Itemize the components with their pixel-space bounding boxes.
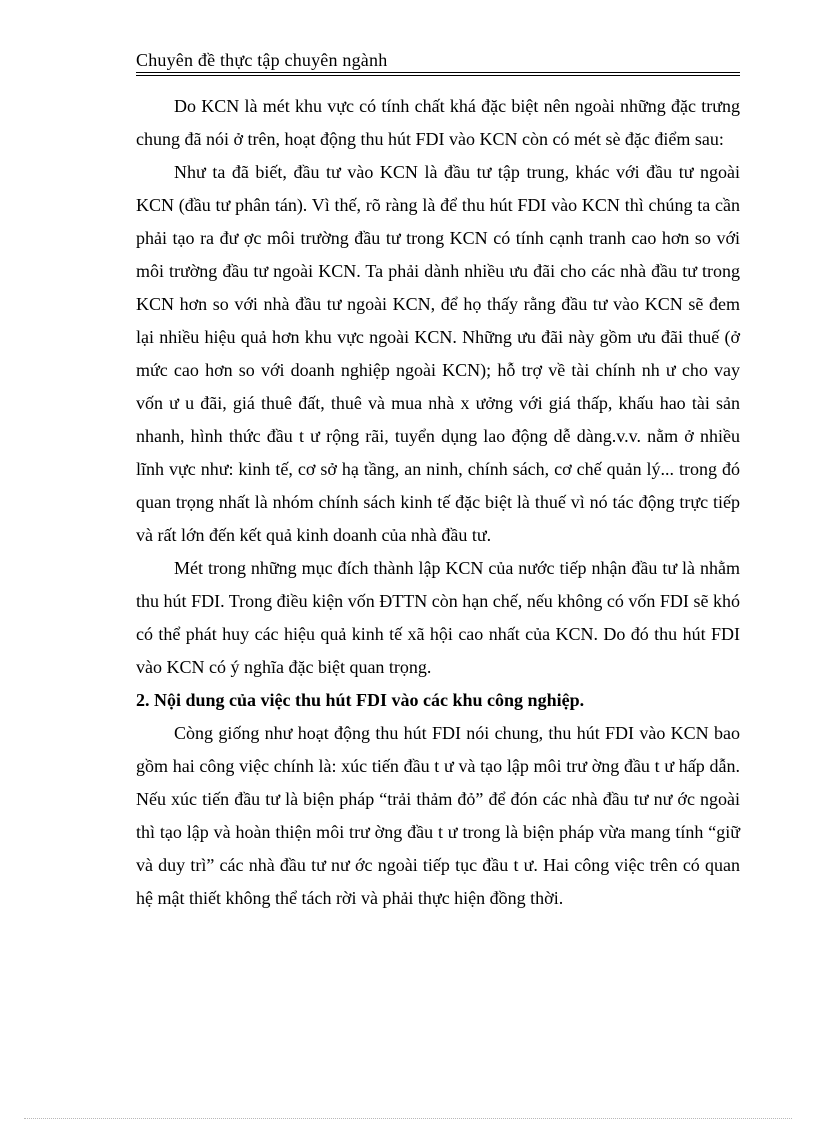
paragraph-intro: Do KCN là mét khu vực có tính chất khá đặc biệt nên ngoài những đặc trưng chung đã nói ở trên, hoạt động thu hút FDI vào KCN còn có mét sè đặc điểm sau: xyxy=(136,96,740,149)
page-header xyxy=(136,50,740,76)
paragraph-kcn-purpose: Mét trong những mục đích thành lập KCN của nước tiếp nhận đầu tư là nhằm thu hút FDI. Trong điều kiện vốn ĐTTN còn hạn chế, nếu không có vốn FDI sẽ khó có thể phát huy các hiệu quả kinh tế xã hội cao nhất của KCN. Do đó thu hút FDI vào KCN có ý nghĩa đặc biệt quan trọng. xyxy=(136,558,740,677)
section-heading: 2. Nội dung của việc thu hút FDI vào các khu công nghiệp. xyxy=(136,690,585,710)
paragraph-investment-incentives: Như ta đã biết, đầu tư vào KCN là đầu tư tập trung, khác với đầu tư ngoài KCN (đầu tư phân tán). Vì thế, rõ ràng là để thu hút FDI vào KCN thì chúng ta cần phải tạo ra đư ợc môi trường đầu tư trong KCN có tính cạnh tranh cao hơn so với môi trường đầu tư ngoài KCN. Ta phải dành nhiều ưu đãi cho các nhà đầu tư trong KCN hơn so với nhà đầu tư ngoài KCN, để họ thấy rằng đầu tư vào KCN sẽ đem lại nhiều hiệu quả hơn khu vực ngoài KCN. Những ưu đãi này gồm ưu đãi thuế (ở mức cao hơn so với doanh nghiệp ngoài KCN); hỗ trợ về tài chính nh ư cho vay vốn ư u đãi, giá thuê đất, thuê và mua nhà x ưởng với giá thấp, khấu hao tài sản nhanh, hình thức đầu t ư rộng rãi, tuyển dụng lao động dễ dàng.v.v. nằm ở nhiều lĩnh vực như: kinh tế, cơ sở hạ tầng, an ninh, chính sách, cơ chế quản lý... trong đó quan trọng nhất là nhóm chính sách kinh tế đặc biệt là thuế vì nó tác động trực tiếp và rất lớn đến kết quả kinh doanh của nhà đầu tư. xyxy=(136,162,740,545)
document-body xyxy=(136,90,740,915)
paragraph-section-content: Còng giống như hoạt động thu hút FDI nói chung, thu hút FDI vào KCN bao gồm hai công việc chính là: xúc tiến đầu t ư và tạo lập môi trư ờng đầu t ư hấp dẫn. Nếu xúc tiến đầu tư là biện pháp “trải thảm đỏ” để đón các nhà đầu tư nư ớc ngoài thì tạo lập và hoàn thiện môi trư ờng đầu t ư trong là biện pháp vừa mang tính “giữ và duy trì” các nhà đầu tư nư ớc ngoài tiếp tục đầu t ư. Hai công việc trên có quan hệ mật thiết không thể tách rời và phải thực hiện đồng thời. xyxy=(136,723,740,908)
header-title: Chuyên đề thực tập chuyên ngành xyxy=(136,50,388,70)
page-bottom-border xyxy=(24,1118,792,1119)
header-double-rule xyxy=(136,72,740,76)
